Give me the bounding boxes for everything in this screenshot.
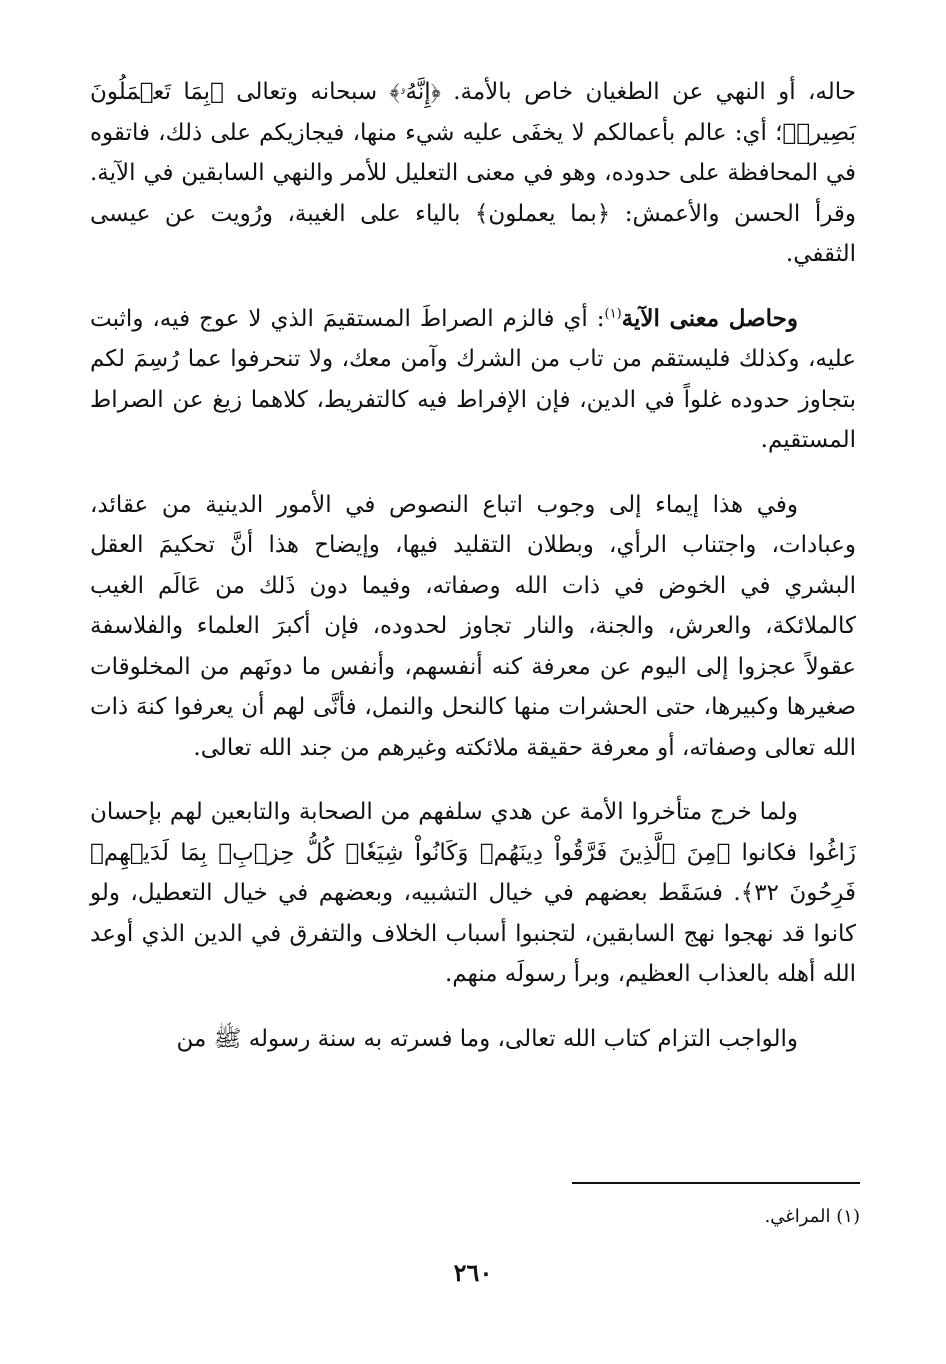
paragraph-text: سبحانه وتعالى xyxy=(223,79,390,105)
paragraph-text: بالياء على الغيبة، ورُويت عن عيسى الثقفي. xyxy=(90,200,856,267)
paragraph xyxy=(90,299,856,461)
quran-quote: ﴿مِنَ ٱلَّذِينَ فَرَّقُواْ دِينَهُمۡ وَكَانُواْ شِيَعٗاۖ كُلُّ حِزۡبِۭ بِمَا لَدَيۡهِمۡ فَرِحُونَ ٣٢﴾ xyxy=(90,839,856,906)
paragraph-text: ولما خرج متأخروا الأمة عن هدي سلفهم من الصحابة والتابعين لهم بإحسان زَاغُوا فكانوا xyxy=(90,799,856,866)
paragraph-text: . فسَقَط بعضهم في خيال التشبيه، وبعضهم في خيال التعطيل، ولو كانوا قد نهجوا نهج السابقين، لتجنبوا أسباب الخلاف والتفرق في الدين الذي أوعد الله أهله بالعذاب العظيم، وبرأ رسولَه منهم. xyxy=(90,880,856,987)
section-heading: وحاصل معنى الآية xyxy=(621,304,798,332)
paragraph-text: حاله، أو النهي عن الطغيان خاص بالأمة. xyxy=(440,79,856,105)
paragraph xyxy=(90,485,856,769)
quran-quote: ﴿بِمَا تَعۡمَلُونَ بَصِيرٞ﴾ xyxy=(90,79,856,146)
page-number: ٢٦٠ xyxy=(453,1258,493,1287)
quran-quote: ﴿بما يعملون﴾ xyxy=(474,200,611,227)
paragraph-text: والواجب التزام كتاب الله تعالى، وما فسرته به سنة رسوله ﷺ من xyxy=(176,1025,798,1052)
footnote: (١) المراغي. xyxy=(764,1206,860,1227)
paragraph xyxy=(90,1019,856,1060)
paragraph-text: ؛ أي: عالم بأعمالكم لا يخفَى عليه شيء منها، فيجازيكم على ذلك، فاتقوه في المحافظة على حدوده، وهو في معنى التعليل للأمر والنهي السابقين في الآية. وقرأ الحسن والأعمش: xyxy=(90,119,857,227)
footnote-marker: (١) xyxy=(604,305,622,321)
body-text xyxy=(90,72,856,1059)
paragraph-text: وفي هذا إيماء إلى وجوب اتباع النصوص في الأمور الدينية من عقائد، وعبادات، واجتناب الرأي، وبطلان التقليد فيها، وإيضاح هذا أنَّ تحكيمَ العقل البشري في الخوض في ذات الله وصفاته، وفيما دون ذَلك من عَالَم الغيب كالملائكة، والعرش، والجنة، والنار تجاوز لحدوده، فإن أكبرَ العلماء والفلاسفة عقولاً عجزوا إلى اليوم عن معرفة كنه أنفسهم، وأنفس ما دونَهم من المخلوقات صغيرها وكبيرها، حتى الحشرات منها كالنحل والنمل، فأنَّى لهم أن يعرفوا كنهَ ذات الله تعالى وصفاته، أو معرفة حقيقة ملائكته وغيرهم من جند الله تعالى. xyxy=(90,491,856,761)
paragraph xyxy=(90,792,856,995)
footnote-divider xyxy=(572,1182,860,1184)
paragraph-text: : أي فالزم الصراطَ المستقيمَ الذي لا عوج فيه، واثبت عليه، وكذلك فليستقم من تاب من الشرك وآمن معك، ولا تنحرفوا عما رُسِمَ لكم بتجاوز حدوده غلواً في الدين، فإن الإفراط فيه كالتفريط، كلاهما زيغ عن الصراط المستقيم. xyxy=(90,305,856,453)
paragraph xyxy=(90,72,856,275)
quran-quote: ﴿إِنَّهُۥ﴾ xyxy=(389,79,441,105)
